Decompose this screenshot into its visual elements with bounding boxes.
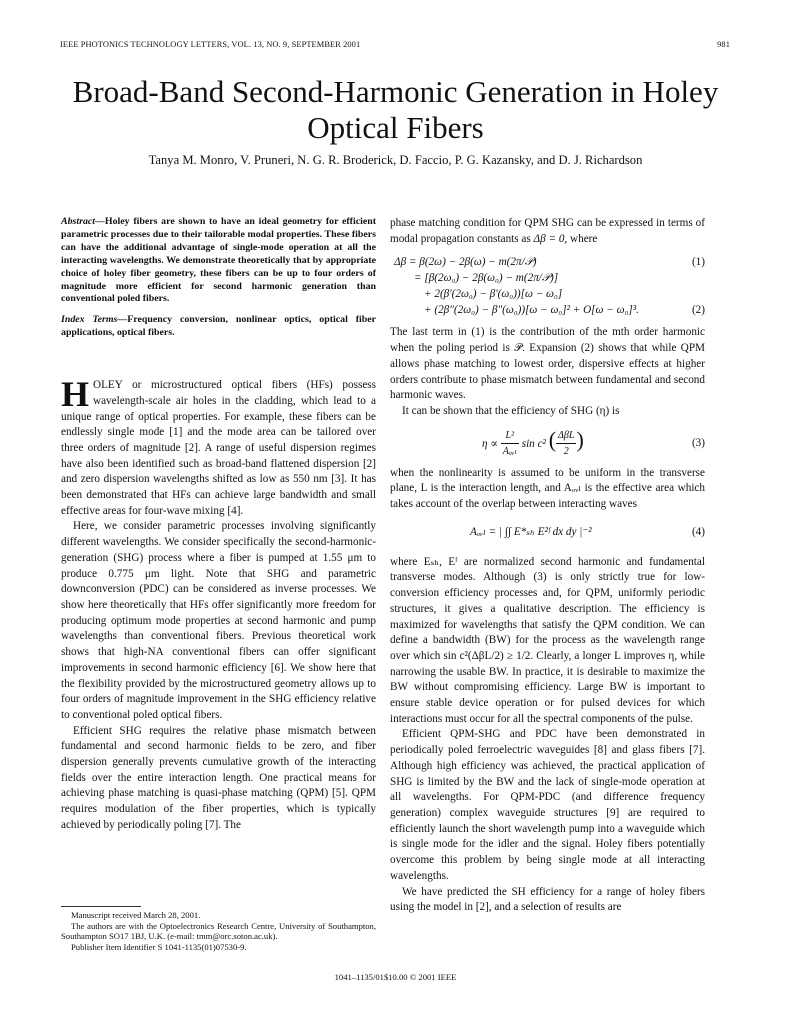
abstract-text: Holey fibers are shown to have an ideal geometry for efficient parametric processes due to their tailorable modal properties. These fibers can have the additional advantage of single-mode operation at all the interacting wavelengths. We demonstrate theoretically that by appropriate choice of holey fiber geometry, these fibers can be up to four orders of magnitude more efficient for second harmonic generation than conventional poled fibers.	[61, 216, 376, 305]
equation-3-denominator-1: Aₒᵥₗ	[502, 446, 517, 458]
equation-3-lhs: η ∝	[482, 437, 498, 450]
equation-3-fraction-2	[556, 428, 576, 460]
equation-number-2: (2)	[691, 304, 705, 317]
abstract	[61, 216, 376, 306]
running-head	[60, 40, 730, 54]
page-number: 981	[717, 40, 730, 49]
left-column	[61, 216, 376, 834]
equation-3-numerator-2: ΔβL	[556, 428, 576, 445]
journal-name: IEEE PHOTONICS TECHNOLOGY LETTERS, VOL. 13, NO. 9, SEPTEMBER 2001	[60, 40, 361, 49]
intro-paragraph-2: Here, we consider parametric processes involving significantly different wavelengths. We consider specifically the second-harmonic-generation (SHG) process where a fiber is pumped at 1.55 μm to produce 0.775 μm light. Note that SHG and parametric downconversion (PDC) can be considered as inverse processes. We show here theoretically that HFs offer significantly more freedom for producing optimum mode properties at second harmonic and pump wavelengths than conventional fibers. Previous theoretical work shows that high-NA conventional fibers can offer significant improvements in second harmonic efficiency [6]. We show here that the flexibility provided by the microstructured geometry allows up to four orders of magnitude improvement in the SHG efficiency relative to conventional poled optical fibers.	[61, 520, 376, 721]
equation-1-2	[390, 255, 705, 319]
inline-math-phase-match: Δβ = 0	[533, 232, 565, 245]
equation-1-text: Δβ = β(2ω) − 2β(ω) − m(2π/𝒫)	[394, 256, 537, 269]
footnote-rule	[61, 906, 141, 907]
intro-paragraph-3: Efficient SHG requires the relative phase mismatch between fundamental and second harmonic fields to be zero, and fiber dispersion generally prevents cumulative growth of the interacting fields over the entire interaction length. One practical means for achieving phase matching is quasi-phase matching (QPM) [5]. QPM requires modulation of the fiber properties, which is typically achieved by periodically poling [7]. The	[61, 724, 376, 831]
equation-3-body	[482, 428, 584, 460]
footnote	[61, 910, 376, 952]
equation-line-4	[390, 303, 705, 319]
intro-paragraph-1	[61, 374, 376, 519]
equation-4-body: Aₒᵥₗ = | ∫∫ E*ₛₕ E²ᶠ dx dy |⁻²	[470, 525, 592, 538]
right-paragraph-0-text-a: phase matching condition for QPM SHG can be expressed in terms of modal propagation constants as	[390, 217, 705, 245]
equation-3-denominator-2: 2	[563, 446, 569, 458]
right-paragraph-3: when the nonlinearity is assumed to be uniform in the transverse plane, L is the interaction length, and Aₒᵥₗ is the effective area which takes account of the overlap between interacting waves	[390, 466, 705, 511]
introduction-section	[61, 374, 376, 833]
right-paragraph-2: It can be shown that the efficiency of SHG (η) is	[402, 404, 620, 417]
right-paragraph-0	[390, 216, 705, 247]
right-paragraph-4: where Eₛₕ, Eᶠ are normalized second harmonic and fundamental transverse modes. Although (3) is only strictly true for low-conversion efficiency processes and, for QPM, uniformly periodic structures, it gives a qualitative description. The efficiency is maximized for wavelengths that satisfy the QPM condition. We can define a bandwidth (BW) for the process as the wavelength range over which sin c²(ΔβL/2) ≥ 1/2. Clearly, a longer L improves η, while narrowing the usable BW. In practice, it is desirable to maximize the BW without compromising efficiency. Large BW is important to ensure stable device operation or for pulsed devices for which interactions must occur for all the spectral components of the pulse.	[390, 555, 705, 725]
equation-3-fraction-1	[501, 428, 519, 460]
equation-2-line-3: + (2β″(2ω₀) − β″(ω₀))[ω − ω₀]² + O[ω − ω₀]³.	[424, 304, 639, 317]
footnote-affiliation: The authors are with the Optoelectronics Research Centre, University of Southampton, Southampton SO17 1BJ, U.K. (e-mail: tmm@orc.soton.ac.uk).	[61, 920, 376, 942]
index-terms-text: Frequency conversion, nonlinear optics, optical fiber applications, optical fibers.	[61, 314, 377, 339]
right-paragraph-1: The last term in (1) is the contribution of the mth order harmonic when the poling period is 𝒫. Expansion (2) shows that while QPM allows phase matching to lowest order, dispersive effects at higher orders contribute to phase mismatch between fundamental and second harmonic waves.	[390, 326, 705, 402]
abstract-lead: Abstract—	[61, 216, 105, 227]
footnote-received: Manuscript received March 28, 2001.	[71, 910, 201, 920]
equation-2-line-2: + 2(β′(2ω₀) − β′(ω₀))[ω − ω₀]	[424, 288, 563, 301]
copyright-line: 1041–1135/01$10.00 © 2001 IEEE	[334, 972, 457, 982]
equation-number-4: (4)	[691, 525, 705, 538]
right-paragraph-6: We have predicted the SH efficiency for a range of holey fibers using the model in [2], and a selection of results are	[390, 885, 705, 914]
intro-paragraph-1-text: OLEY or microstructured optical fibers (HFs) possess wavelength-scale air holes in the cladding, which lead to a unique range of optical properties. For example, these fibers can be endlessly single mode [1] and the mode area can be tailored over three orders of magnitude [2]. A range of useful dispersion regimes have also been identified such as broad-band flattened dispersion [2] and zero dispersion wavelengths shifted as low as 550 nm [3]. It has been demonstrated that HFs can achieve large bandwidth and small effective areas for four-wave mixing [4].	[61, 379, 376, 517]
index-terms-lead: Index Terms—	[61, 314, 128, 326]
footnote-identifier: Publisher Item Identifier S 1041-1135(01)07530-9.	[71, 941, 247, 952]
drop-cap: H	[61, 374, 90, 415]
equation-number-1: (1)	[691, 256, 705, 269]
equation-3-numerator-1: L²	[501, 428, 519, 445]
equation-3-paren-close: )	[576, 426, 584, 452]
equation-line-1	[390, 255, 705, 271]
equation-4	[390, 517, 705, 551]
author-list: Tanya M. Monro, V. Pruneri, N. G. R. Broderick, D. Faccio, P. G. Kazansky, and D. J. Richardson	[148, 153, 643, 167]
equation-3	[390, 424, 705, 462]
equation-3-sinc: sin c²	[521, 437, 546, 450]
equation-line-2	[390, 271, 705, 287]
right-paragraph-5: Efficient QPM-SHG and PDC have been demonstrated in periodically poled ferroelectric waveguides [8] and glass fibers [7]. Although high efficiency was achieved, the practical application of SHG is limited by the BW and the lack of single-mode operation at all wavelengths. For QPM-PDC (and difference frequency generation) complex waveguide structures [9] are required to efficiently launch the short wavelength pump into a waveguide which is single mode for the idler and the signal. Holey fibers potentially overcome this problem by being single mode at all interacting wavelengths.	[390, 728, 705, 882]
paper-title: Broad-Band Second-Harmonic Generation in Holey Optical Fibers	[72, 74, 719, 145]
equation-line-3	[390, 287, 705, 303]
equation-2-line-1: = [β(2ω₀) − 2β(ω₀) − m(2π/𝒫)]	[414, 272, 559, 285]
right-paragraph-0-text-b: , where	[564, 232, 598, 245]
index-terms	[61, 314, 376, 340]
equation-3-paren-open: (	[548, 426, 557, 452]
right-column	[390, 216, 705, 916]
equation-number-3: (3)	[691, 436, 705, 449]
